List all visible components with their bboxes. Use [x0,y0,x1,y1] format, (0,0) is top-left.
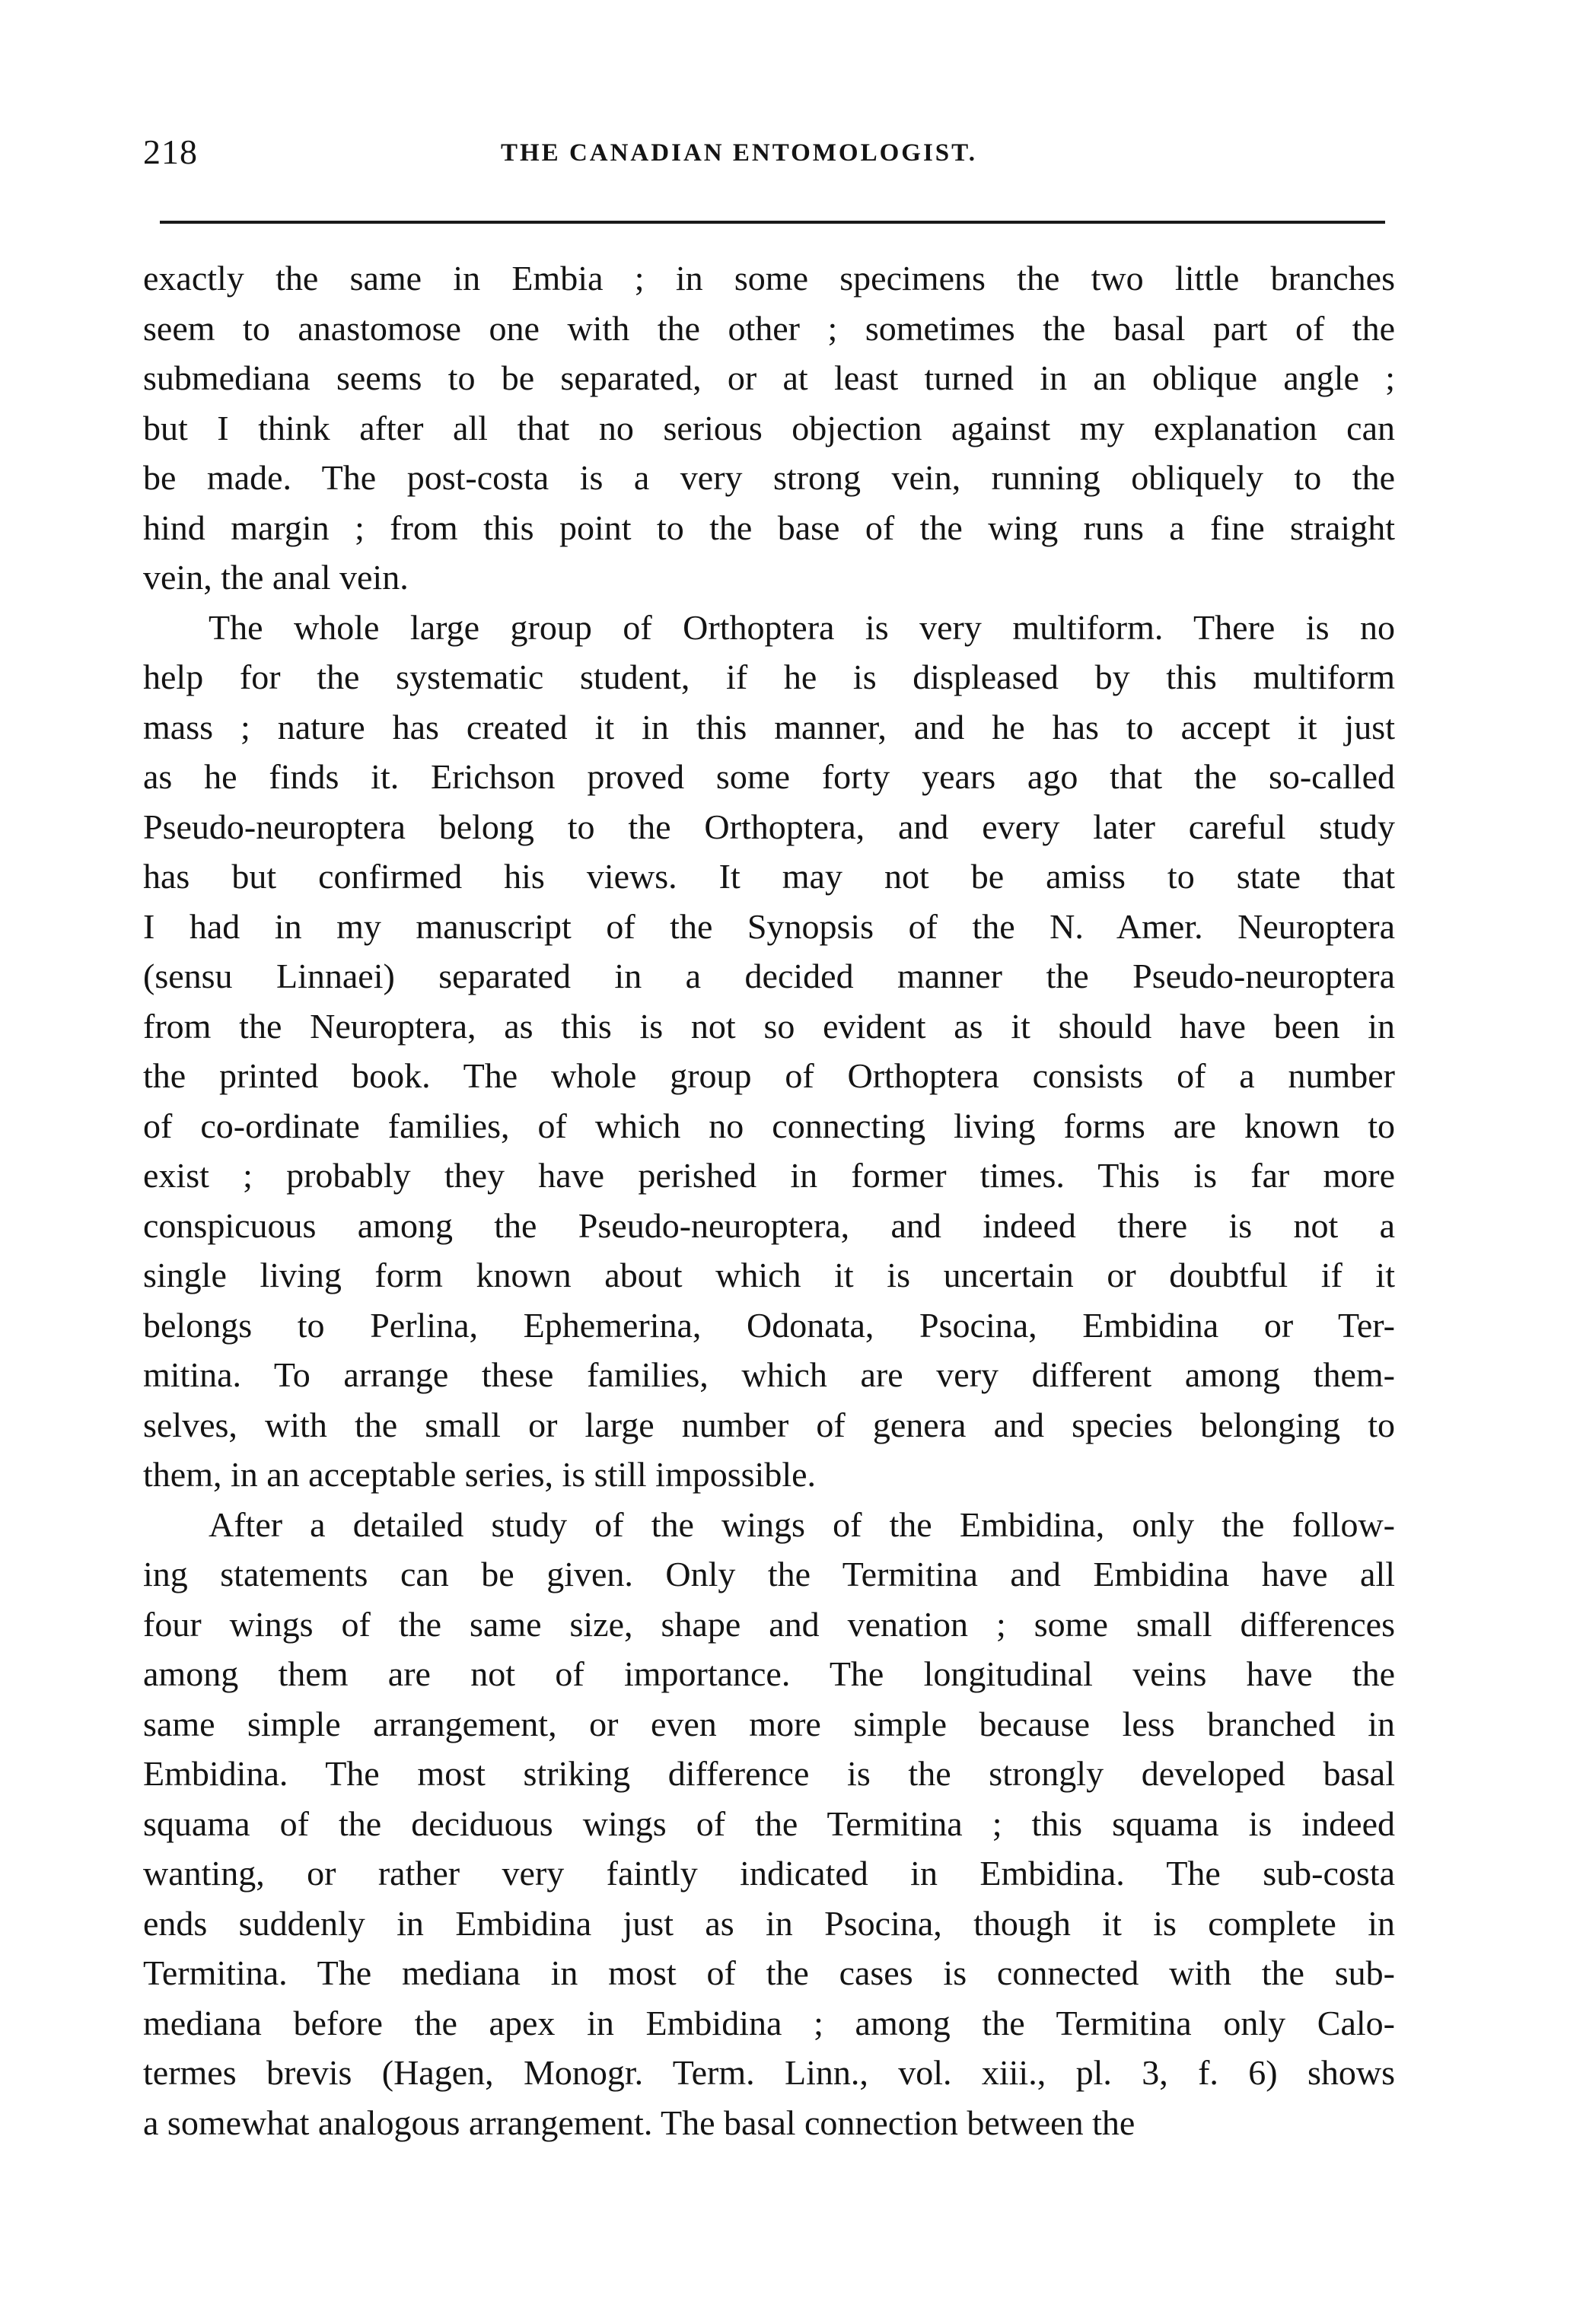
header-rule [160,221,1385,224]
text-line: (sensu Linnaei) separated in a decided manner the Pseudo-neuroptera [143,957,1395,995]
text-line: mass ; nature has created it in this manner, and he has to accept it just [143,707,1395,747]
text-line: wanting, or rather very faintly indicated in Embidina. The sub-costa [143,1854,1395,1893]
text-line: conspicuous among the Pseudo-neuroptera, and indeed there is not a [143,1205,1395,1245]
paragraph [143,253,1395,603]
text-line: be made. The post-costa is a very strong vein, running obliquely to the [143,458,1395,497]
text-line: of co-ordinate families, of which no connecting living forms are known to [143,1106,1395,1145]
paragraph [143,603,1395,1500]
text-line: submediana seems to be separated, or at least turned in an oblique angle ; [143,358,1395,397]
text-line: seem to anastomose one with the other ; sometimes the basal part of the [143,308,1395,348]
text-line: four wings of the same size, shape and venation ; some small differences [143,1604,1395,1644]
text-line: vein, the anal vein. [143,558,409,597]
running-title: THE CANADIAN ENTOMOLOGIST. [501,139,977,167]
paragraph [143,1500,1395,2148]
text-line: among them are not of importance. The longitudinal veins have the [143,1654,1395,1693]
text-line: Pseudo-neuroptera belong to the Orthoptera, and every later careful study [143,807,1395,846]
text-line: a somewhat analogous arrangement. The basal connection between the [143,2103,1135,2142]
text-line: them, in an acceptable series, is still impossible. [143,1455,817,1494]
text-line: belongs to Perlina, Ephemerina, Odonata, Psocina, Embidina or Ter- [143,1305,1395,1345]
text-line: exist ; probably they have perished in former times. This is far more [143,1156,1395,1195]
text-line: Termitina. The mediana in most of the cases is connected with the sub- [143,1953,1395,1992]
text-line: The whole large group of Orthoptera is very multiform. There is no [209,607,1395,647]
text-line: help for the systematic student, if he is displeased by this multiform [143,657,1395,696]
text-line: termes brevis (Hagen, Monogr. Term. Linn., vol. xiii., pl. 3, f. 6) shows [143,2053,1395,2092]
text-line: has but confirmed his views. It may not be amiss to state that [143,857,1395,896]
text-line: but I think after all that no serious objection against my explanation can [143,408,1395,447]
text-line: hind margin ; from this point to the base of the wing runs a fine straight [143,508,1395,547]
page-number: 218 [143,132,198,171]
text-line: mitina. To arrange these families, which are very different among them- [143,1355,1395,1394]
text-line: single living form known about which it is uncertain or doubtful if it [143,1256,1395,1294]
running-header [143,129,1391,183]
text-line: selves, with the small or large number of genera and species belonging to [143,1405,1395,1444]
text-line: After a detailed study of the wings of the Embidina, only the follow- [209,1504,1395,1544]
text-line: as he finds it. Erichson proved some forty years ago that the so-called [143,757,1395,796]
text-line: exactly the same in Embia ; in some specimens the two little branches [143,259,1395,298]
text-line: ends suddenly in Embidina just as in Psocina, though it is complete in [143,1903,1395,1943]
text-line: mediana before the apex in Embidina ; among the Termitina only Calo- [143,2003,1395,2042]
text-line: Embidina. The most striking difference is the strongly developed basal [143,1754,1395,1793]
text-line: ing statements can be given. Only the Termitina and Embidina have all [143,1555,1395,1593]
text-line: from the Neuroptera, as this is not so evident as it should have been in [143,1006,1395,1046]
text-line: squama of the deciduous wings of the Termitina ; this squama is indeed [143,1803,1395,1843]
text-line: I had in my manuscript of the Synopsis of the N. Amer. Neuroptera [143,906,1395,946]
body-text [143,253,1395,2147]
text-line: the printed book. The whole group of Orthoptera consists of a number [143,1056,1395,1095]
text-line: same simple arrangement, or even more simple because less branched in [143,1704,1395,1743]
